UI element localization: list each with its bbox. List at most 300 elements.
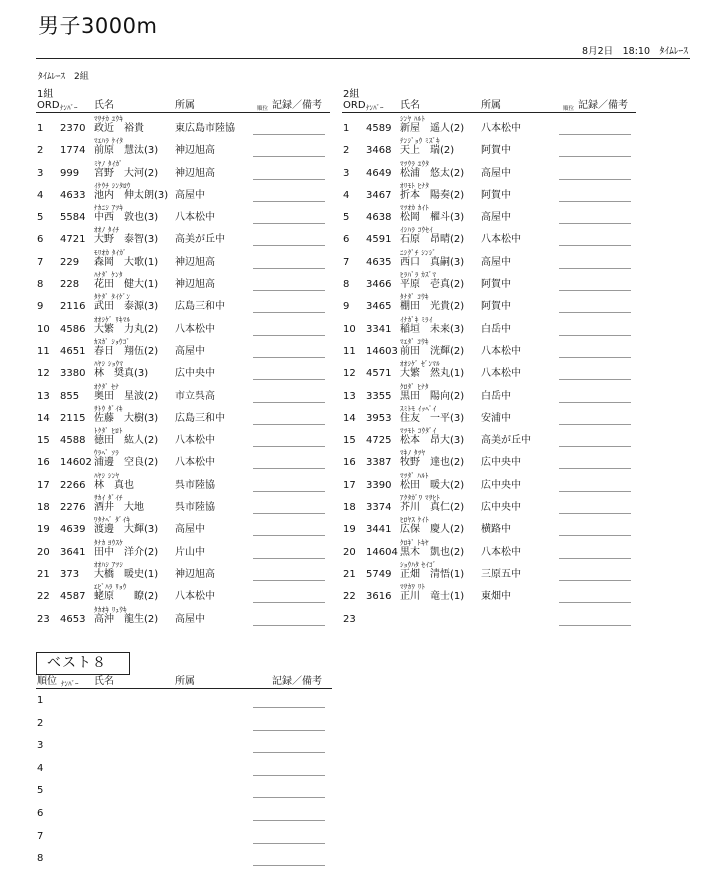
affiliation-cell: 広中央中 — [481, 479, 521, 491]
table-row — [342, 247, 636, 269]
affiliation-cell: 三原五中 — [481, 568, 521, 580]
table-row — [342, 224, 636, 246]
table-row — [36, 358, 330, 380]
name-kana-cell: ｵｵﾊｼ ｱﾂｼ — [94, 560, 124, 569]
best8-row — [36, 779, 332, 802]
table-row — [36, 180, 330, 202]
affiliation-cell: 高屋中 — [481, 212, 511, 224]
header-rank: 順位 — [37, 676, 57, 687]
name-cell: 西口 真嗣(3) — [400, 256, 465, 268]
table-row — [342, 358, 636, 380]
affiliation-cell: 高屋中 — [175, 613, 205, 625]
table-row — [36, 135, 330, 157]
name-cell: 広保 慶人(2) — [400, 524, 465, 536]
number-cell: 373 — [60, 568, 80, 580]
table-row — [342, 559, 636, 581]
subtitle: ﾀｲﾑﾚｰｽ 2組 — [38, 72, 89, 82]
number-cell: 3468 — [366, 145, 392, 157]
ord-cell: 19 — [343, 524, 356, 536]
affiliation-cell: 呉市陸協 — [175, 479, 215, 491]
table-row — [36, 247, 330, 269]
ord-cell: 17 — [37, 479, 50, 491]
name-kana-cell: ﾀﾅｶ ﾖｳｽｹ — [94, 538, 124, 547]
name-cell: 春日 翔伍(2) — [94, 345, 159, 357]
name-kana-cell: ﾏｷﾉ ﾀﾂﾔ — [400, 449, 426, 458]
number-cell: 4651 — [60, 345, 86, 357]
name-kana-cell: ﾀｹﾀﾞ ﾀｲｹﾞﾝ — [94, 293, 131, 302]
number-cell: 4633 — [60, 189, 86, 201]
name-kana-cell: ﾏｻｶﾜ ﾘﾄ — [400, 583, 426, 592]
affiliation-cell: 八本松中 — [481, 368, 521, 380]
name-cell: 林 真也 — [94, 479, 134, 491]
table-row — [36, 514, 330, 536]
name-kana-cell: ﾋﾛﾔｽ ｹｲﾄ — [400, 516, 430, 525]
ord-cell: 2 — [343, 145, 350, 157]
affiliation-cell: 白岳中 — [481, 390, 511, 402]
rank-cell: 4 — [37, 762, 44, 774]
ord-cell: 11 — [37, 345, 50, 357]
ord-cell: 5 — [37, 212, 44, 224]
name-kana-cell: ﾋﾗﾊﾞﾗ ｶｽﾞﾏ — [400, 271, 437, 280]
number-cell: 3953 — [366, 412, 392, 424]
ord-cell: 17 — [343, 479, 356, 491]
number-cell: 3466 — [366, 279, 392, 291]
ord-cell: 14 — [37, 412, 50, 424]
ord-cell: 2 — [37, 145, 44, 157]
best8-row — [36, 825, 332, 848]
number-cell: 3467 — [366, 189, 392, 201]
header-affiliation: 所属 — [481, 100, 501, 111]
table-row — [342, 425, 636, 447]
rank-cell: 1 — [37, 695, 44, 706]
name-kana-cell: ｵﾘﾓﾄ ﾋﾅﾀ — [400, 181, 430, 190]
name-cell: 森岡 大歌(1) — [94, 256, 159, 268]
page-title: 男子3000m — [38, 14, 158, 38]
name-cell: 稲垣 未来(3) — [400, 323, 465, 335]
table-row — [342, 113, 636, 135]
best8-rows — [36, 689, 332, 870]
name-kana-cell: ｲﾅｶﾞｷ ﾐﾗｲ — [400, 315, 433, 324]
ord-cell: 7 — [343, 256, 350, 268]
rank-cell: 3 — [37, 740, 44, 752]
ord-cell: 1 — [343, 123, 350, 134]
ord-cell: 19 — [37, 524, 50, 536]
number-cell: 14603 — [366, 345, 398, 357]
header-ord: ORD — [343, 100, 366, 111]
affiliation-cell: 高屋中 — [481, 256, 511, 268]
rank-cell: 7 — [37, 830, 44, 842]
name-cell: 池内 伸太朗(3) — [94, 189, 169, 201]
table-row — [36, 269, 330, 291]
name-cell: 酒井 大地 — [94, 502, 144, 514]
record-blank-line — [253, 865, 325, 866]
name-cell: 住友 一平(3) — [400, 412, 465, 424]
affiliation-cell: 八本松中 — [481, 234, 521, 246]
ord-cell: 23 — [343, 613, 356, 625]
ord-cell: 6 — [343, 234, 350, 246]
table-row — [342, 291, 636, 313]
header-name: 氏名 — [94, 676, 114, 687]
name-cell: 牧野 達也(2) — [400, 457, 465, 469]
rank-cell: 8 — [37, 853, 44, 865]
heat-2-table — [342, 89, 636, 626]
affiliation-cell: 八本松中 — [175, 323, 215, 335]
name-kana-cell: ﾏﾂｳﾗ ﾕｳﾀ — [400, 159, 430, 168]
name-cell: 黒田 陽向(2) — [400, 390, 465, 402]
ord-cell: 8 — [343, 279, 350, 291]
table-row — [36, 224, 330, 246]
table-row — [36, 336, 330, 358]
best8-title: ベスト８ — [36, 652, 130, 675]
affiliation-cell: 阿賀中 — [481, 279, 511, 291]
number-cell: 4635 — [366, 256, 392, 268]
name-kana-cell: ﾊﾔｼ ｼﾝﾔ — [94, 471, 120, 480]
ord-cell: 20 — [343, 546, 356, 558]
table-row — [342, 314, 636, 336]
header-number: ﾅﾝﾊﾞｰ — [366, 104, 384, 112]
table-row — [342, 470, 636, 492]
name-cell: 前田 洸輝(2) — [400, 345, 465, 357]
number-cell: 2116 — [60, 301, 86, 313]
name-kana-cell: ﾅｶﾆｼ ｱﾂｷ — [94, 204, 124, 213]
record-blank-line — [253, 820, 325, 821]
best8-table — [36, 676, 332, 870]
affiliation-cell: 八本松中 — [481, 123, 521, 134]
best8-row — [36, 847, 332, 870]
table-row — [342, 403, 636, 425]
name-cell: 折本 陽奏(2) — [400, 189, 465, 201]
name-kana-cell: ﾏｴﾀﾞ ｺｳｷ — [400, 337, 429, 346]
ord-cell: 21 — [37, 568, 50, 580]
heat-name: 1組 — [37, 89, 54, 100]
name-kana-cell: ﾊﾔｼ ｼｮｳﾏ — [94, 360, 124, 369]
affiliation-cell: 広島三和中 — [175, 412, 225, 424]
affiliation-cell: 八本松中 — [175, 457, 215, 469]
ord-cell: 11 — [343, 345, 356, 357]
ord-cell: 4 — [343, 189, 350, 201]
number-cell: 999 — [60, 167, 80, 179]
ord-cell: 10 — [37, 323, 50, 335]
name-kana-cell: ｼﾝﾔ ﾊﾙﾄ — [400, 115, 426, 123]
number-cell: 4589 — [366, 123, 392, 134]
number-cell: 229 — [60, 256, 80, 268]
number-cell: 228 — [60, 279, 80, 291]
name-cell: 武田 泰源(3) — [94, 301, 159, 313]
best8-header — [36, 676, 332, 689]
table-row — [36, 202, 330, 224]
header-record: 記録／備考 — [272, 676, 322, 687]
affiliation-cell: 阿賀中 — [481, 301, 511, 313]
affiliation-cell: 阿賀中 — [481, 189, 511, 201]
name-kana-cell: ｻｶｲ ﾀﾞｲﾁ — [94, 494, 123, 503]
ord-cell: 22 — [37, 591, 50, 603]
table-row — [342, 202, 636, 224]
affiliation-cell: 八本松中 — [175, 212, 215, 224]
table-row — [342, 180, 636, 202]
affiliation-cell: 広中央中 — [481, 502, 521, 514]
name-cell: 正畑 清悟(1) — [400, 568, 465, 580]
name-cell: 中西 敦也(3) — [94, 212, 159, 224]
date-time: 8月2日 18:10 ﾀｲﾑﾚｰｽ — [582, 46, 688, 57]
number-cell: 3616 — [366, 591, 392, 603]
name-kana-cell: ｼｮｳﾊﾀ ｾｲｺﾞ — [400, 560, 437, 569]
best8-row — [36, 802, 332, 825]
number-cell: 855 — [60, 390, 80, 402]
number-cell: 2276 — [60, 502, 86, 514]
table-row — [342, 604, 636, 626]
table-row — [36, 425, 330, 447]
ord-cell: 22 — [343, 591, 356, 603]
name-kana-cell: ﾀｶｵｷ ﾘｭｳｷ — [94, 605, 127, 614]
name-cell: 徳田 紘人(2) — [94, 435, 159, 447]
affiliation-cell: 東畑中 — [481, 591, 511, 603]
record-blank-line — [253, 797, 325, 798]
name-cell: 宮野 大河(2) — [94, 167, 159, 179]
name-cell: 松浦 悠太(2) — [400, 167, 465, 179]
header-affiliation: 所属 — [175, 676, 195, 687]
affiliation-cell: 市立呉高 — [175, 390, 215, 402]
number-cell: 4571 — [366, 368, 392, 380]
name-cell: 松岡 櫂斗(3) — [400, 212, 465, 224]
ord-cell: 18 — [37, 502, 50, 514]
number-cell: 4653 — [60, 613, 86, 625]
ord-cell: 23 — [37, 613, 50, 625]
header-ord: ORD — [37, 100, 60, 111]
affiliation-cell: 片山中 — [175, 546, 205, 558]
name-cell: 浦邊 空良(2) — [94, 457, 159, 469]
header-number: ﾅﾝﾊﾞｰ — [60, 104, 78, 112]
record-blank-line — [253, 707, 325, 708]
record-blank-line — [253, 730, 325, 731]
affiliation-cell: 高美が丘中 — [175, 234, 225, 246]
number-cell: 3341 — [366, 323, 392, 335]
name-cell: 天上 瑞(2) — [400, 145, 455, 157]
ord-cell: 9 — [37, 301, 44, 313]
ord-cell: 21 — [343, 568, 356, 580]
affiliation-cell: 八本松中 — [175, 591, 215, 603]
best8-row — [36, 712, 332, 735]
ord-cell: 14 — [343, 412, 356, 424]
ord-cell: 8 — [37, 279, 44, 291]
name-kana-cell: ｵｵﾉ ﾀｲﾁ — [94, 226, 120, 235]
affiliation-cell: 高美が丘中 — [481, 435, 531, 447]
number-cell: 14604 — [366, 546, 398, 558]
ord-cell: 20 — [37, 546, 50, 558]
ord-cell: 4 — [37, 189, 44, 201]
number-cell: 3380 — [60, 368, 86, 380]
name-kana-cell: ｵｸﾀﾞ ｾﾅ — [94, 382, 120, 391]
name-cell: 大繁 力丸(2) — [94, 323, 159, 335]
name-cell: 奥田 星波(2) — [94, 390, 159, 402]
number-cell: 2266 — [60, 479, 86, 491]
name-kana-cell: ｸﾛﾀﾞ ﾋﾅﾀ — [400, 382, 429, 391]
name-kana-cell: ｸﾛｷﾞ ﾄｷﾔ — [400, 538, 429, 547]
header-rank-small: 順位 — [257, 106, 269, 112]
record-blank-line — [559, 625, 631, 626]
number-cell: 3390 — [366, 479, 392, 491]
number-cell: 4588 — [60, 435, 86, 447]
name-kana-cell: ｲｼﾊﾗ ｺｳｾｲ — [400, 226, 433, 235]
affiliation-cell: 高屋中 — [175, 189, 205, 201]
name-cell: 前原 慧汰(3) — [94, 145, 159, 157]
name-kana-cell: ﾃﾝｼﾞｮｳ ﾐｽﾞｷ — [400, 137, 440, 146]
ord-cell: 16 — [343, 457, 356, 469]
table-row — [36, 537, 330, 559]
affiliation-cell: 神辺旭高 — [175, 279, 215, 291]
name-cell: 花田 健大(1) — [94, 279, 159, 291]
table-row — [342, 269, 636, 291]
table-row — [342, 135, 636, 157]
ord-cell: 13 — [343, 390, 356, 402]
name-kana-cell: ﾏﾂｵｶ ｶｲﾄ — [400, 204, 430, 213]
table-row — [36, 314, 330, 336]
header-number: ﾅﾝﾊﾞｰ — [61, 680, 79, 688]
heat-header — [36, 100, 330, 113]
affiliation-cell: 東広島市陸協 — [175, 123, 235, 134]
number-cell: 3441 — [366, 524, 392, 536]
name-kana-cell: ﾊﾅﾀﾞ ｹﾝﾀ — [94, 271, 123, 280]
number-cell: 2115 — [60, 412, 86, 424]
number-cell: 3387 — [366, 457, 392, 469]
number-cell: 4586 — [60, 323, 86, 335]
name-kana-cell: ﾏﾂﾓﾄ ｺｳﾀﾞｲ — [400, 427, 437, 436]
record-blank-line — [253, 752, 325, 753]
ord-cell: 13 — [37, 390, 50, 402]
table-row — [36, 581, 330, 603]
best8-row — [36, 734, 332, 757]
rank-cell: 5 — [37, 785, 44, 797]
name-kana-cell: ﾜﾀﾅﾍﾞ ﾀﾞｲｷ — [94, 516, 131, 525]
number-cell: 3641 — [60, 546, 86, 558]
table-row — [342, 514, 636, 536]
table-row — [36, 604, 330, 626]
name-kana-cell: ｳﾗﾍﾞ ｿﾗ — [94, 449, 120, 458]
number-cell: 3355 — [366, 390, 392, 402]
number-cell: 3374 — [366, 502, 392, 514]
ord-cell: 10 — [343, 323, 356, 335]
name-cell: 林 奨真(3) — [94, 368, 149, 380]
ord-cell: 15 — [37, 435, 50, 447]
number-cell: 4639 — [60, 524, 86, 536]
number-cell: 3465 — [366, 301, 392, 313]
ord-cell: 12 — [37, 368, 50, 380]
name-cell: 黒木 凱也(2) — [400, 546, 465, 558]
record-blank-line — [253, 843, 325, 844]
number-cell: 5749 — [366, 568, 392, 580]
affiliation-cell: 高屋中 — [175, 524, 205, 536]
heat-rows — [342, 113, 636, 626]
name-kana-cell: ﾏﾂﾀﾞ ﾊﾙﾄ — [400, 471, 429, 480]
name-cell: 正川 竜士(1) — [400, 591, 465, 603]
number-cell: 1774 — [60, 145, 86, 157]
ord-cell: 9 — [343, 301, 350, 313]
name-kana-cell: ﾏｴﾊﾗ ｹｲﾀ — [94, 137, 124, 146]
ord-cell: 3 — [343, 167, 350, 179]
name-cell: 松田 暖大(2) — [400, 479, 465, 491]
header-name: 氏名 — [400, 100, 420, 111]
name-cell: 高沖 龍生(2) — [94, 613, 159, 625]
affiliation-cell: 高屋中 — [175, 345, 205, 357]
heat-header — [342, 100, 636, 113]
number-cell: 4587 — [60, 591, 86, 603]
name-kana-cell: ｲｹｳﾁ ｼﾝﾀﾛｳ — [94, 181, 131, 190]
header-record: 記録／備考 — [578, 100, 628, 111]
ord-cell: 3 — [37, 167, 44, 179]
affiliation-cell: 呉市陸協 — [175, 502, 215, 514]
table-row — [36, 158, 330, 180]
rank-cell: 6 — [37, 807, 44, 819]
name-kana-cell: ｻﾄｳ ﾀﾞｲｷ — [94, 404, 123, 413]
table-row — [36, 291, 330, 313]
number-cell: 4649 — [366, 167, 392, 179]
table-row — [342, 492, 636, 514]
number-cell: 4591 — [366, 234, 392, 246]
rank-cell: 2 — [37, 717, 44, 729]
name-kana-cell: ｶｽｶﾞ ｼｮｳｺﾞ — [94, 337, 131, 346]
best8-row — [36, 689, 332, 712]
name-kana-cell: ﾆｼｸﾞﾁ ｼﾝｼﾞ — [400, 248, 437, 257]
affiliation-cell: 広中央中 — [175, 368, 215, 380]
name-kana-cell: ﾓﾘｵｶ ﾀｲｶﾞ — [94, 248, 127, 257]
name-cell: 石原 昂晴(2) — [400, 234, 465, 246]
heat-rows — [36, 113, 330, 626]
name-cell: 渡邊 大輝(3) — [94, 524, 159, 536]
name-kana-cell: ﾄｸﾀﾞ ﾋﾛﾄ — [94, 427, 123, 436]
header-name: 氏名 — [94, 100, 114, 111]
table-row — [342, 158, 636, 180]
affiliation-cell: 八本松中 — [175, 435, 215, 447]
name-cell: 芥川 真仁(2) — [400, 502, 465, 514]
number-cell: 4638 — [366, 212, 392, 224]
name-kana-cell: ﾐﾔﾉ ﾀｲｶﾞ — [94, 159, 123, 168]
affiliation-cell: 神辺旭高 — [175, 167, 215, 179]
ord-cell: 18 — [343, 502, 356, 514]
table-row — [342, 447, 636, 469]
affiliation-cell: 神辺旭高 — [175, 256, 215, 268]
table-row — [342, 381, 636, 403]
table-row — [342, 537, 636, 559]
name-cell: 平原 壱真(2) — [400, 279, 465, 291]
name-cell: 大繁 然丸(1) — [400, 368, 465, 380]
record-blank-line — [253, 625, 325, 626]
name-cell: 大野 泰智(3) — [94, 234, 159, 246]
affiliation-cell: 神辺旭高 — [175, 568, 215, 580]
number-cell: 4725 — [366, 435, 392, 447]
ord-cell: 16 — [37, 457, 50, 469]
affiliation-cell: 広島三和中 — [175, 301, 225, 313]
ord-cell: 1 — [37, 123, 44, 134]
name-kana-cell: ﾀﾅﾀﾞ ｺｳｷ — [400, 293, 429, 302]
name-cell: 蛯原 瞭(2) — [94, 591, 159, 603]
ord-cell: 7 — [37, 256, 44, 268]
number-cell: 2370 — [60, 123, 86, 134]
header-record: 記録／備考 — [272, 100, 322, 111]
name-cell: 田中 洋介(2) — [94, 546, 159, 558]
ord-cell: 5 — [343, 212, 350, 224]
name-kana-cell: ｵｵｼｹﾞ ﾘｷﾏﾙ — [94, 315, 131, 324]
name-cell: 大橋 暖史(1) — [94, 568, 159, 580]
record-blank-line — [253, 775, 325, 776]
number-cell: 5584 — [60, 212, 86, 224]
number-cell: 4721 — [60, 234, 86, 246]
affiliation-cell: 安浦中 — [481, 412, 511, 424]
name-kana-cell: ｴﾋﾞﾊﾗ ﾘｮｳ — [94, 583, 127, 592]
header-rank-small: 順位 — [563, 106, 575, 112]
table-row — [342, 336, 636, 358]
header-affiliation: 所属 — [175, 100, 195, 111]
table-row — [342, 581, 636, 603]
heat-name: 2組 — [343, 89, 360, 100]
